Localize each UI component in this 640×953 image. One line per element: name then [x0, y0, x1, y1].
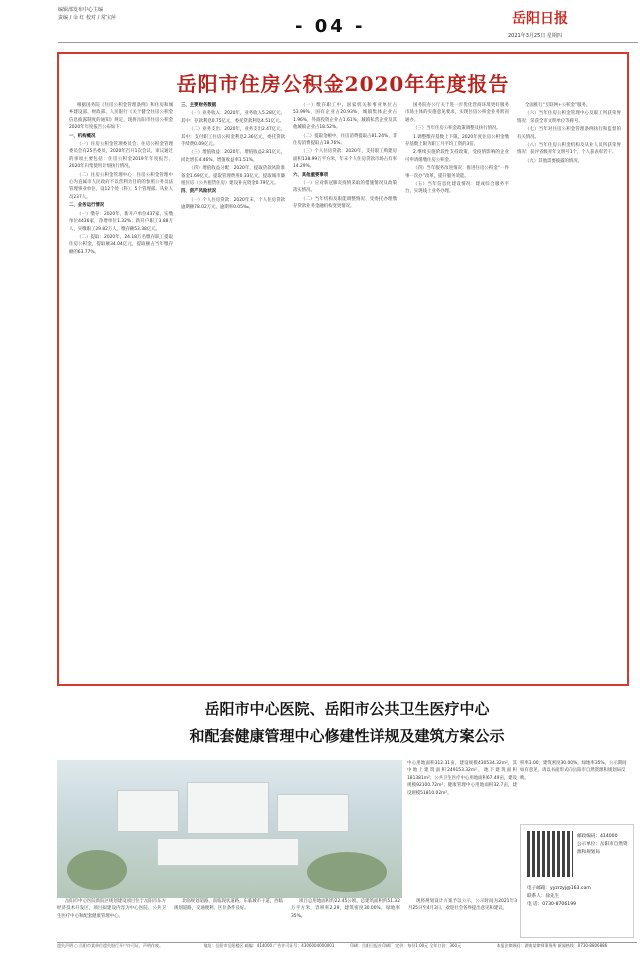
hospital-plan-article-heading [57, 692, 637, 746]
building-block [117, 790, 179, 832]
qr-code-icon [527, 831, 573, 877]
masthead-divider [58, 42, 638, 43]
contact-box: 邮政编码：414000 公示单位：岳阳市自然资源和规划局 电子邮箱：yyzrzyj@163.com 联系人：徐先生 电 话：0730-8706199 [520, 824, 634, 938]
article2-title-line1: 岳阳市中心医院、岳阳市公共卫生医疗中心 [204, 700, 490, 718]
report-column-1: 根据国务院《住房公积金管理条例》和住房和城乡建设部、财政部、人民银行《关于健全住房公积金信息披露制度的通知》规定，现将岳阳市住房公积金2020年年度报告公布如下： 一、机构概况 （一）住房公积金管理委员会：住房公积金管理委员会有25名委员，2020年召开1次会议，审议通过的事项主要包括：住房公积金2019年年度报告、2020年归集使用计划执行情况。 （二）住房公积金管理中心：住房公积金管理中心为直属市人民政府不以营利为目的的参照公务员法管理事业单位，设12个处（科），5个管理部。从业人员237人。 二、业务运行情况 （一）缴存：2020年，新开户单位437家，实缴单位4436家，净增单位1.32%；新开户职工3.88万人，实缴职工29.82万人，缴存额53.38亿元。 （二）提取：2020年，24.18万名缴存职工提取住房公积金，提取额34.04亿元，提取额占当年缴存额的63.77%。 [69, 103, 173, 255]
report-column-5: 全面推行“互联网+公积金”服务。 （六）当年住房公积金管理中心及职工所获荣誉情况：荣获全市文明单位等称号。 （七）当年对住房公积金管理条例执行和监督的有关情况。 （八）当年住房公积金机构及从业人员所获荣誉情况：获评省级青年文明号1个，个人获表彰若干。 （九）其他需要披露的情况。 [517, 103, 621, 164]
issue-date: 2021年3月25日 星期四 [508, 33, 562, 39]
editor-info: 编辑部发布中心主编 责编 / 余 红 校对 / 常宝萍 [58, 7, 116, 21]
report-column-3: （一）缴存职工中，国家机关和事业单位占53.99%，国有企业占20.93%，城镇集体企业占1.96%，外商投资企业占1.61%，城镇私营企业及其他城镇企业占18.52%。 （二）提取金额中，住房消费提取占81.24%，非住房消费提取占18.76%。 （三）个人住房贷款：2020年，支持职工购建房面积138.99万平方米，年末个人住房贷款市场占有率14.29%。 六、其他重要事项 （一）应对新冠肺炎疫情采取的措施情况及政策落实情况。 （二）当年机构及职能调整情况、受委托办理缴存贷款业务金融机构变更情况。 [293, 103, 397, 210]
article2-body: 岳阳市中心医院新院区规划建设项目位于岳阳市东方经济技术开发区，项目拟建设内容为中心医院、公共卫生医疗中心和配套健康管理中心。 北临规划道路，南临现状道路，东临城市干道，西临规划道路，交通便利，区位条件良好。 项目总用地面积约22.45公顷，总建筑面积约51.32万平方米，容积率2.29，建筑密度30.00%，绿地率35%。 现将规划设计方案予以公示，公示时间为2021年3月25日至4月3日，欢迎社会各界提出意见和建议。 [57, 899, 517, 919]
page-footer: 遗失声明 ○ 岳阳市某单位遗失银行开户许可证，声明作废。 地址：岳阳市岳阳楼区 邮编：414000 广告许可证号：4306004000001 印刷：岳阳日报社印刷厂 定价：每份1.00元 全年订价：360元 本报法律顾问：湖南某律师事务所 新闻热线：0730-8806886 [57, 942, 637, 953]
report-column-4: 国务院办公厅关于进一步优化营商环境更好服务市场主体的实施意见要求，实现住房公积金业务跨省通办。 （三）当年住房公积金政策调整及执行情况。 1.调整缴存基数上下限。2020年度住房公积金缴存基数上限为职工月平均工资的3倍。 2.继续实施阶段性支持政策，受疫情影响的企业可申请缓缴住房公积金。 （四）当年服务改进情况：推进住房公积金“一件事一次办”改革，提升服务效能。 （五）当年信息化建设情况：建成综合服务平台，实现线上业务办理。 [405, 103, 509, 195]
building-block [277, 794, 349, 832]
masthead [0, 0, 640, 50]
site-rendering-image [57, 760, 402, 898]
paper-logo: 岳阳日报 [512, 11, 568, 27]
page-number: - 04 - [295, 16, 366, 37]
article2-side-text: 中心用地面积312.31亩，建设规模430534.32m²，其中地上建筑面积249153.32m²，地下建筑面积181381m²；公共卫生医疗中心用地面积67.49亩，建设规模92100.72m²；健康管理中心用地面积32.7亩，建设规模51810.02m²。 [407, 761, 517, 796]
building-block [157, 838, 299, 866]
article2-title-line2: 和配套健康管理中心修建性详规及建筑方案公示 [189, 727, 505, 745]
annual-report-article [57, 52, 629, 686]
report-columns [69, 102, 621, 678]
greenery [307, 852, 387, 892]
report-column-2: 三、主要财务数据 （一）业务收入：2020年，业务收入5.28亿元，其中：存款利息0.75亿元，委托贷款利息4.51亿元。 （二）业务支出：2020年，业务支出2.47亿元，其中：支付职工住房公积金利息2.36亿元，委托贷款手续费0.09亿元。 （三）增值收益：2020年，增值收益2.81亿元，同比增长4.46%，增值收益率1.51%。 （四）增值收益分配：2020年，提取贷款风险准备金1.69亿元，提取管理费用0.33亿元，提取城市廉租住房（公共租赁住房）建设补充资金0.79亿元。 四、资产风险状况 （一）个人住房贷款：2020年末，个人住房贷款逾期额78.02万元，逾期率0.05‰。 [181, 103, 285, 211]
report-title: 岳阳市住房公积金2020年年度报告 [176, 72, 510, 96]
building-block [187, 782, 269, 834]
greenery [67, 850, 127, 890]
article2-right-text: 积率3.00，建筑密度30.00%，绿地率35%。公示期间如有意见，请以书面形式向岳阳市自然资源和规划局反映。 [520, 761, 627, 781]
